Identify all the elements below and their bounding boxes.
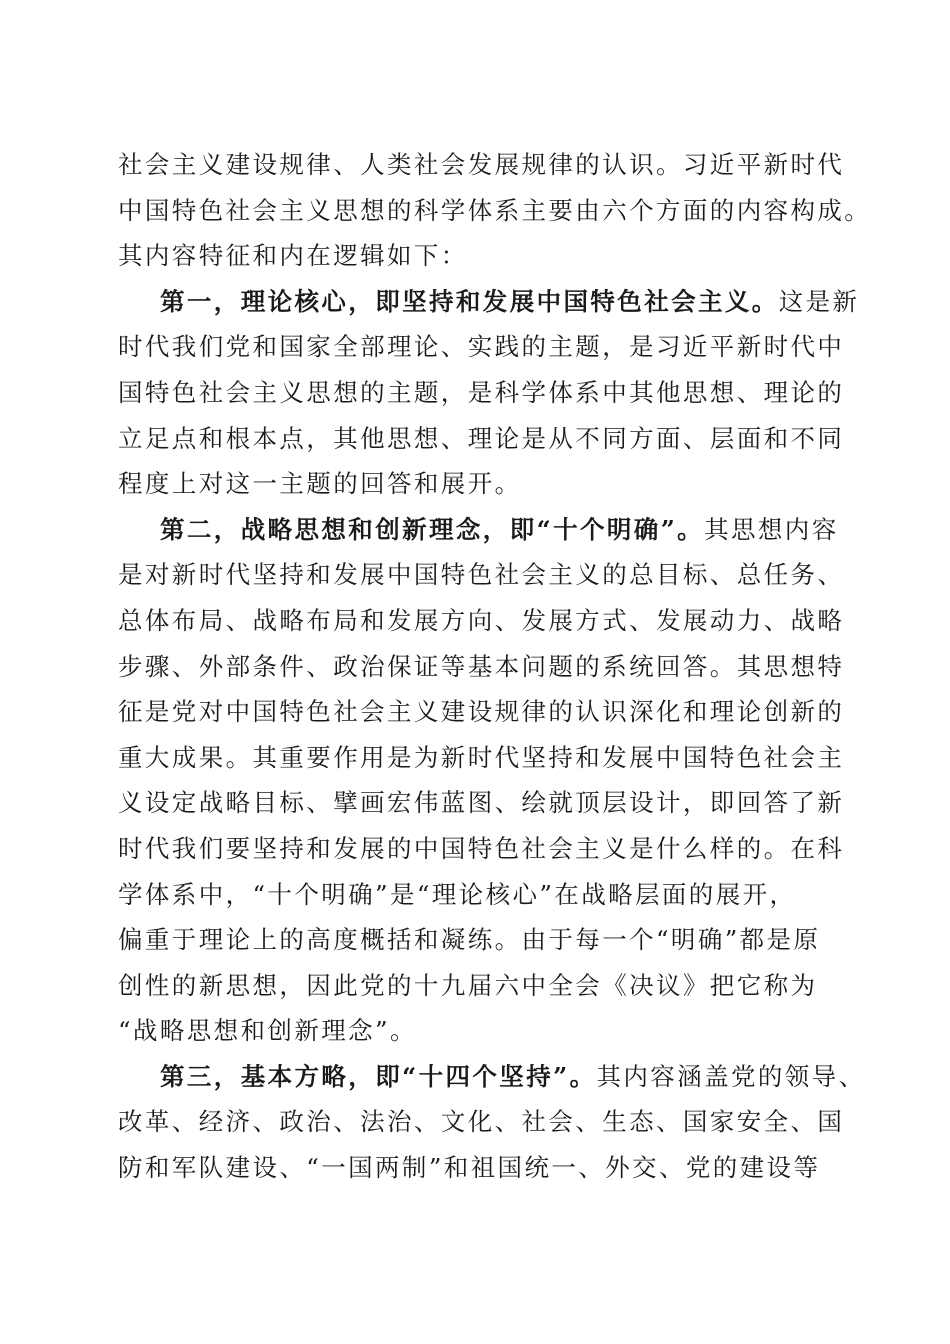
text-line: 社会主义建设规律、人类社会发展规律的认识。习近平新时代	[118, 150, 845, 179]
text-line: 创性的新思想，因此党的十九届六中全会《决议》把它称为	[118, 970, 818, 1000]
text-line: 步骤、外部条件、政治保证等基本问题的系统回答。其思想特	[118, 651, 845, 681]
text-line: 偏重于理论上的高度概括和凝练。由于每一个“明确”都是原	[118, 925, 821, 955]
paragraph-heading: 第一，理论核心，即坚持和发展中国特色社会主义。	[160, 286, 779, 316]
text-line: 征是党对中国特色社会主义建设规律的认识深化和理论创新的	[118, 697, 845, 727]
paragraph-first-line	[118, 279, 860, 325]
text-fragment: 其思想内容	[704, 514, 839, 544]
text-line: 义设定战略目标、擘画宏伟蓝图、绘就顶层设计，即回答了新	[118, 788, 845, 818]
text-line: 程度上对这一主题的回答和展开。	[118, 469, 522, 499]
text-line: 学体系中，“十个明确”是“理论核心”在战略层面的展开，	[118, 879, 797, 909]
text-fragment: 其内容涵盖党的领导、	[596, 1061, 866, 1091]
text-line: 防和军队建设、“一国两制”和祖国统一、外交、党的建设等	[118, 1153, 821, 1183]
paragraph-first-line	[118, 507, 838, 553]
text-line: 改革、经济、政治、法治、文化、社会、生态、国家安全、国	[118, 1107, 845, 1137]
text-line: 是对新时代坚持和发展中国特色社会主义的总目标、总任务、	[118, 560, 845, 590]
text-line: 总体布局、战略布局和发展方向、发展方式、发展动力、战略	[118, 605, 845, 635]
text-line: 时代我们党和国家全部理论、实践的主题，是习近平新时代中	[118, 332, 845, 362]
paragraph-heading: 第三，基本方略，即“十四个坚持”。	[160, 1061, 597, 1091]
document-body	[118, 142, 872, 1191]
text-line: “战略思想和创新理念”。	[118, 1016, 417, 1046]
text-line: 中国特色社会主义思想的科学体系主要由六个方面的内容构成。	[118, 195, 872, 225]
text-line: 国特色社会主义思想的主题，是科学体系中其他思想、理论的	[118, 377, 845, 407]
text-line: 重大成果。其重要作用是为新时代坚持和发展中国特色社会主	[118, 742, 845, 772]
text-fragment: 这是新	[778, 286, 860, 316]
text-line: 立足点和根本点，其他思想、理论是从不同方面、层面和不同	[118, 423, 845, 453]
paragraph-first-line	[118, 1054, 866, 1100]
text-line: 其内容特征和内在逻辑如下：	[118, 241, 468, 271]
text-line: 时代我们要坚持和发展的中国特色社会主义是什么样的。在科	[118, 833, 845, 863]
paragraph-heading: 第二，战略思想和创新理念，即“十个明确”。	[160, 514, 705, 544]
